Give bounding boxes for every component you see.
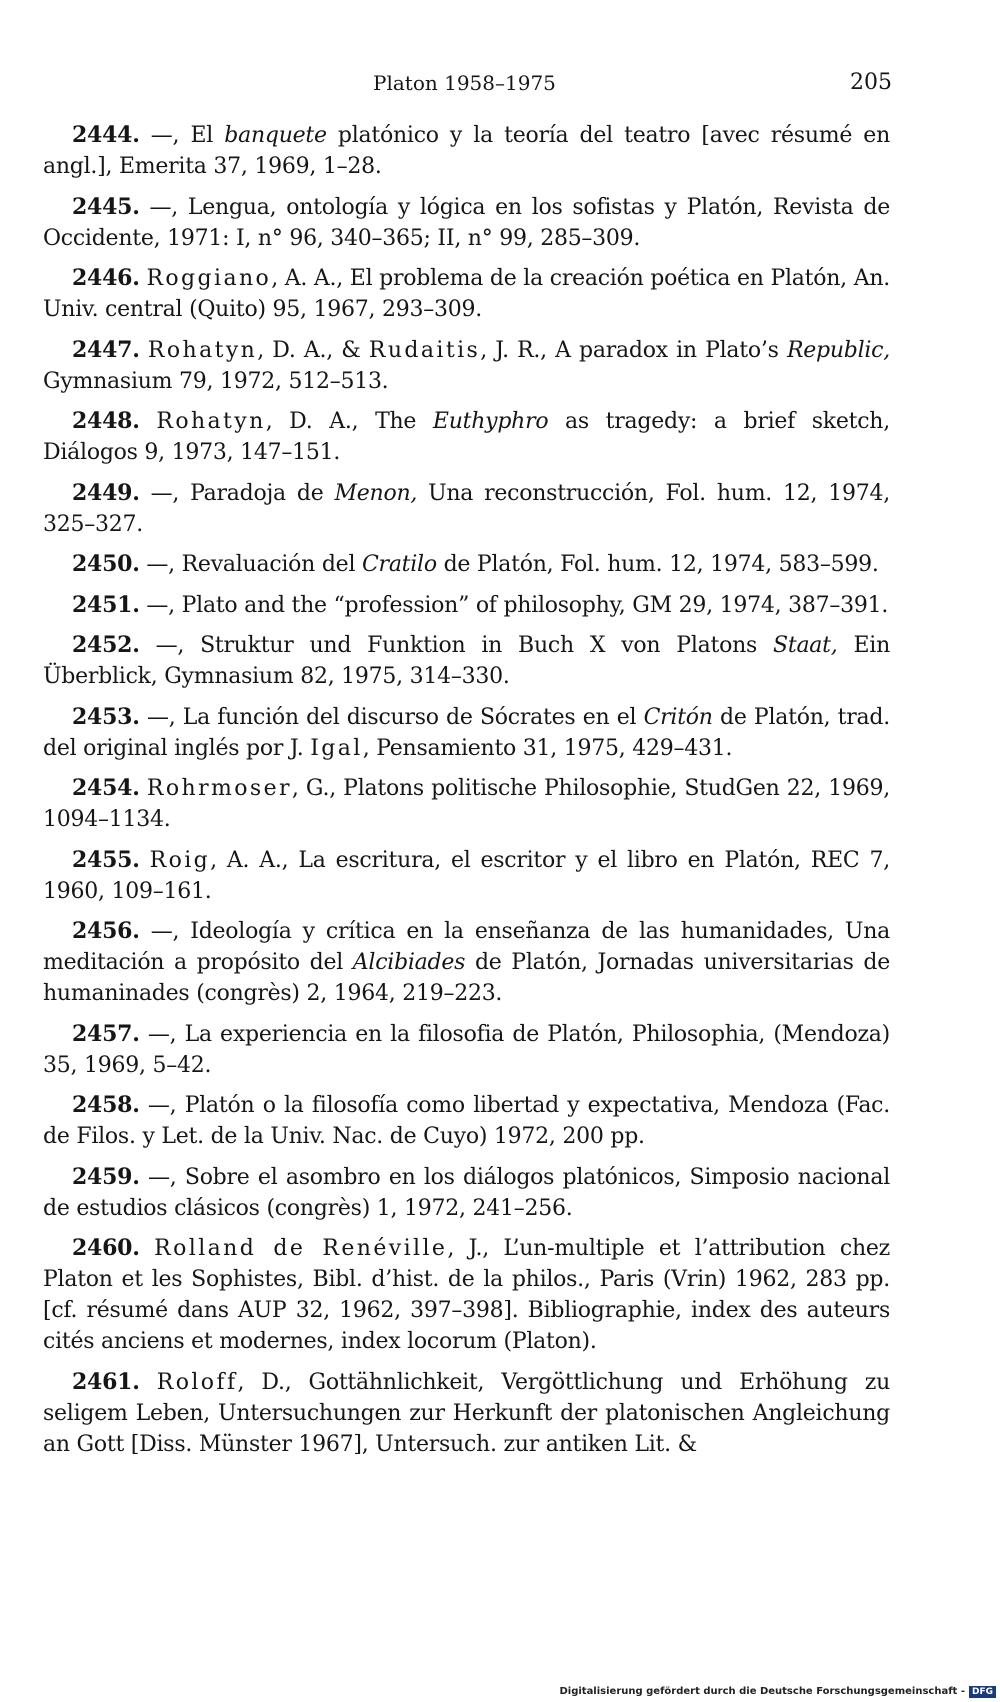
author-name: Roig xyxy=(149,847,211,873)
footer-credit: Digitalisierung gefördert durch die Deutsche Forschungsgemeinschaft - xyxy=(559,1686,965,1697)
title-italic: Republic, xyxy=(786,337,890,363)
entry-number: 2452. xyxy=(72,632,140,658)
title-italic: Alcibiades xyxy=(352,950,466,975)
entry-text xyxy=(140,338,148,363)
entry-number: 2449. xyxy=(72,479,140,506)
entry-number: 2457. xyxy=(72,1020,140,1047)
entry-number: 2456. xyxy=(72,918,140,944)
entry-text: Gymnasium 79, 1972, 512–513. xyxy=(43,368,389,394)
entry-text: Una reconstrucción, Fol. hum. 12, 1974, 325–327. xyxy=(43,480,890,537)
entry-text: —, La función del discurso de Sócrates en el xyxy=(139,704,644,730)
entry-text: —, Platón o la filosofía como libertad y expectativa, Mendoza (Fac. de Filos. y Let. de la Univ. Nac. de Cuyo) 1972, 200 pp. xyxy=(43,1093,890,1149)
title-italic: Staat, xyxy=(773,633,838,658)
entry-text: Ein Überblick, Gymnasium 82, 1975, 314–330. xyxy=(43,633,891,689)
bibliography-entry xyxy=(43,916,890,1009)
entry-text: , Pensamiento 31, 1975, 429–431. xyxy=(362,735,733,761)
digitization-footer xyxy=(559,1685,996,1699)
author-name: Rohatyn xyxy=(156,409,266,434)
entry-text: —, Ideología y crítica en la enseñanza de las humanidades, Una meditación a propósito del xyxy=(43,919,890,975)
entry-text: , J. R., A paradox in Plato’s xyxy=(480,337,787,363)
bibliography-entry xyxy=(43,120,890,182)
title-italic: Menon, xyxy=(334,480,418,506)
title-italic: banquete xyxy=(224,123,327,148)
entry-number: 2450. xyxy=(72,551,140,577)
author-name: Rolland de Renéville xyxy=(154,1236,448,1261)
entry-text: , D. A., The xyxy=(265,409,433,434)
entry-text: —, Sobre el asombro en los diálogos platónicos, Simposio nacional de estudios clásicos (congrès) 1, 1972, 241–256. xyxy=(43,1164,890,1221)
author-name: Roloff xyxy=(156,1369,238,1395)
entry-text: —, Plato and the “profession” of philosophy, GM 29, 1974, 387–391. xyxy=(139,592,889,618)
bibliography-entry xyxy=(43,549,890,580)
entry-text: —, Lengua, ontología y lógica en los sofistas y Platón, Revista de Occidente, 1971: I, n° 96, 340–365; II, n° 99, 285–309. xyxy=(43,194,890,251)
bibliography-entry xyxy=(43,630,890,692)
author-name: Rohrmoser xyxy=(146,776,292,801)
entry-text: as tragedy: a brief sketch, Diálogos 9, 1973, 147–151. xyxy=(43,409,890,465)
entry-text: de Platón, trad. del original inglés por J. xyxy=(43,704,890,761)
entry-text: platónico y la teoría del teatro [avec résumé en angl.], Emerita 37, 1969, 1–28. xyxy=(43,123,890,179)
entry-text: —, Paradoja de xyxy=(139,480,335,506)
entry-text: , D., Gottähnlichkeit, Vergöttlichung und Erhöhung zu seligem Leben, Untersuchungen zur Herkunft der platonischen Angleichung an Gott [Diss. Münster 1967], Untersuch. zur antiken Lit. & xyxy=(43,1369,890,1457)
entry-number: 2448. xyxy=(72,408,140,434)
entry-number: 2445. xyxy=(72,193,140,220)
bibliography-entry xyxy=(43,335,890,397)
entry-text: , A. A., El problema de la creación poética en Platón, An. Univ. central (Quito) 95, 1967, 293–309. xyxy=(43,266,890,322)
running-head xyxy=(0,66,1000,100)
entry-number: 2451. xyxy=(72,591,140,618)
entry-text xyxy=(140,1370,157,1395)
entry-number: 2446. xyxy=(72,265,140,291)
entry-number: 2453. xyxy=(72,703,140,730)
bibliography-entry xyxy=(43,773,890,835)
entry-text xyxy=(140,776,147,801)
title-italic: Cratilo xyxy=(361,552,437,577)
author-name: Roggiano xyxy=(146,266,272,291)
entry-text: —, Revaluación del xyxy=(139,552,362,577)
bibliography-entry xyxy=(43,1233,890,1357)
author-name: Igal xyxy=(310,735,363,761)
entry-number: 2447. xyxy=(72,336,140,363)
author-name: Rohatyn xyxy=(147,337,258,363)
entry-text: de Platón, Fol. hum. 12, 1974, 583–599. xyxy=(436,552,879,577)
entry-number: 2460. xyxy=(72,1235,140,1261)
entry-number: 2455. xyxy=(72,846,140,873)
entry-text: —, Struktur und Funktion in Buch X von Platons xyxy=(139,633,774,658)
bibliography-entry xyxy=(43,406,890,468)
bibliography-entry xyxy=(43,192,890,254)
entry-number: 2459. xyxy=(72,1163,140,1190)
bibliography-entry xyxy=(43,590,890,621)
author-name: Rudaitis xyxy=(368,337,481,363)
title-italic: Euthyphro xyxy=(432,409,549,434)
entry-number: 2454. xyxy=(72,775,140,801)
bibliography-entry xyxy=(43,1090,890,1152)
bibliography-entry xyxy=(43,478,890,540)
entry-number: 2461. xyxy=(72,1368,140,1395)
bibliography-entry xyxy=(43,845,890,907)
bibliography-entry xyxy=(43,263,890,325)
entry-text: , A. A., La escritura, el escritor y el libro en Platón, REC 7, 1960, 109–161. xyxy=(43,847,890,904)
entry-number: 2444. xyxy=(72,122,140,148)
title-italic: Critón xyxy=(643,704,713,730)
entry-text: —, El xyxy=(139,123,225,148)
bibliography-entry xyxy=(43,1162,890,1224)
entry-text: , G., Platons politische Philosophie, StudGen 22, 1969, 1094–1134. xyxy=(43,776,890,832)
entry-text: , J., L’un-multiple et l’attribution chez Platon et les Sophistes, Bibl. d’hist. de la philos., Paris (Vrin) 1962, 283 pp. [cf. résumé dans AUP 32, 1962, 397–398]. Bibliographie, index des auteurs cités anciens et modernes, index locorum (Platon). xyxy=(43,1236,891,1354)
running-title: Platon 1958–1975 xyxy=(373,71,556,95)
entry-text: —, La experiencia en la filosofia de Platón, Philosophia, (Mendoza) 35, 1969, 5–42. xyxy=(43,1021,890,1078)
entry-text xyxy=(140,409,157,434)
dfg-logo-icon: DFG xyxy=(969,1686,996,1698)
entry-number: 2458. xyxy=(72,1092,140,1118)
entry-text: , D. A., & xyxy=(257,337,369,363)
entry-text xyxy=(140,848,150,873)
bibliography-entries xyxy=(43,120,890,1469)
entry-text: de Platón, Jornadas universitarias de humaninades (congrès) 2, 1964, 219–223. xyxy=(43,950,890,1006)
bibliography-entry xyxy=(43,1019,890,1081)
entry-text xyxy=(140,1236,155,1261)
bibliography-entry xyxy=(43,702,890,764)
bibliography-entry xyxy=(43,1367,890,1460)
page-number: 205 xyxy=(850,70,892,95)
